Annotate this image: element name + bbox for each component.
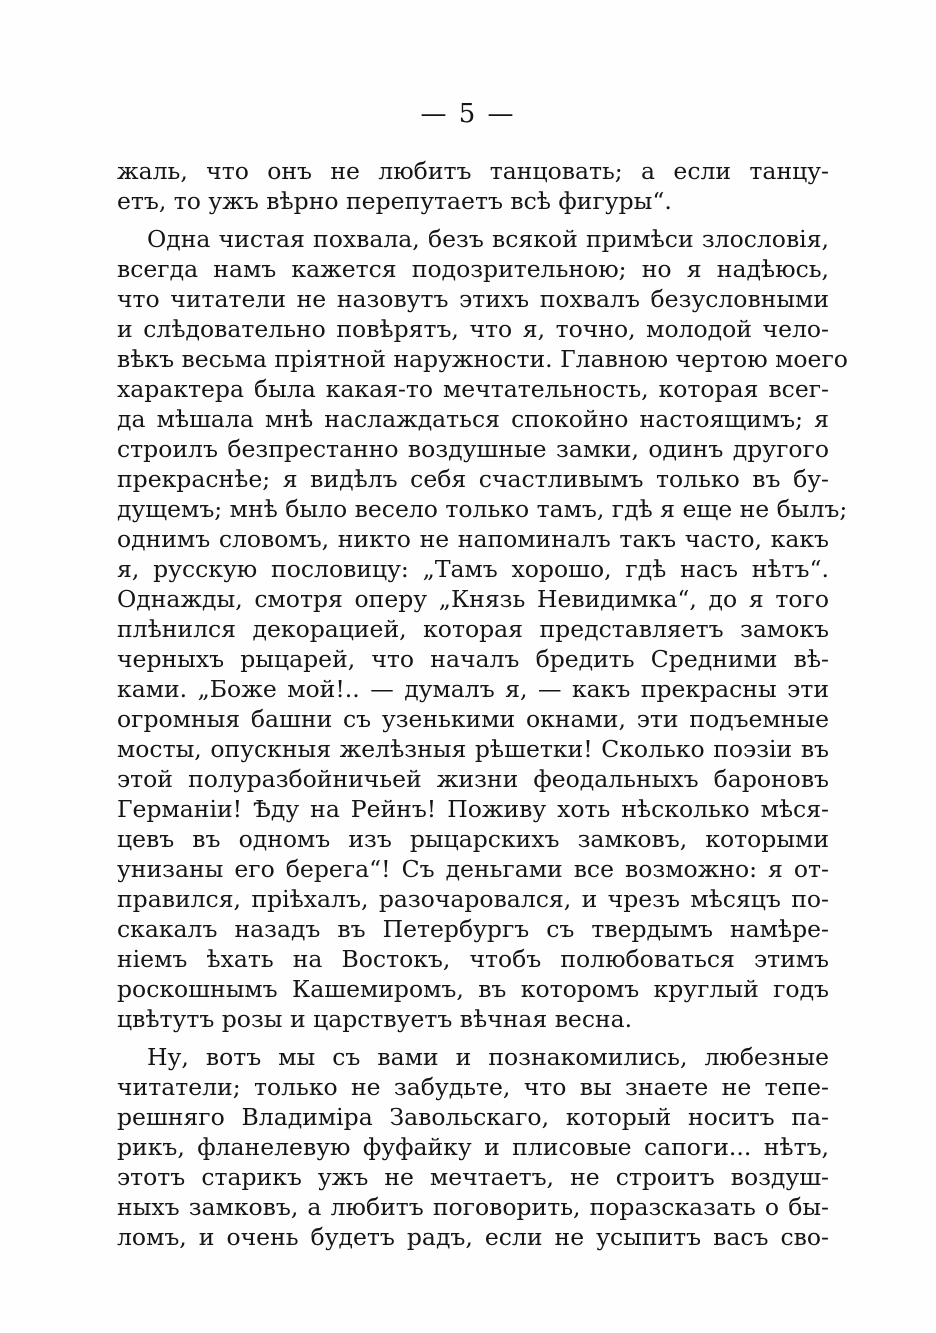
text-line: ніемъ ѣхать на Востокъ, чтобъ полюбоваться этимъ (117, 945, 829, 973)
text-line: рикъ, фланелевую фуфайку и плисовые сапоги... нѣтъ, (117, 1133, 829, 1161)
text-line: Германіи! Ѣду на Рейнъ! Поживу хоть нѣсколько мѣся- (117, 795, 829, 823)
text-line: етъ, то ужъ вѣрно перепутаетъ всѣ фигуры“. (117, 187, 672, 215)
text-line: и слѣдовательно повѣрятъ, что я, точно, молодой чело- (117, 315, 829, 343)
text-line: унизаны его берега“! Съ деньгами все возможно: я от- (117, 855, 829, 883)
text-line: черныхъ рыцарей, что началъ бредить Средними вѣ- (117, 645, 829, 673)
text-line: читатели; только не забудьте, что вы знаете не тепе- (117, 1073, 829, 1101)
paragraph (117, 156, 829, 216)
text-line: ныхъ замковъ, а любитъ поговорить, поразсказать о бы- (117, 1193, 829, 1221)
text-line: строилъ безпрестанно воздушные замки, одинъ другого (117, 435, 829, 463)
text-line: жаль, что онъ не любитъ танцовать; а если танцу- (117, 157, 829, 185)
text-line: ломъ, и очень будетъ радъ, если не усыпитъ васъ сво- (117, 1223, 829, 1251)
text-line: я, русскую пословицу: „Тамъ хорошо, гдѣ насъ нѣтъ“. (117, 555, 829, 583)
text-line: всегда намъ кажется подозрительною; но я надѣюсь, (117, 255, 829, 283)
text-line: Однажды, смотря оперу „Князь Невидимка“, до я того (117, 585, 829, 613)
text-line: да мѣшала мнѣ наслаждаться спокойно настоящимъ; я (117, 405, 829, 433)
paragraph (117, 224, 848, 1034)
paragraph (117, 1042, 829, 1252)
text-line: ками. „Боже мой!.. — думалъ я, — какъ прекрасны эти (117, 675, 829, 703)
text-line: решняго Владиміра Завольскаго, который носитъ па- (117, 1103, 829, 1131)
page-number: — 5 — (420, 99, 516, 129)
text-line: этой полуразбойничьей жизни феодальныхъ бароновъ (117, 765, 829, 793)
text-line: мосты, опускныя желѣзныя рѣшетки! Сколько поэзіи въ (117, 735, 829, 763)
paragraph-gap (117, 1034, 829, 1042)
paragraph-gap (117, 216, 829, 224)
text-line: вѣкъ весьма пріятной наружности. Главною чертою моего (117, 345, 848, 373)
text-line: что читатели не назовутъ этихъ похвалъ безусловными (117, 285, 829, 313)
text-line: Одна чистая похвала, безъ всякой примѣси злословія, (147, 225, 829, 253)
text-line: дущемъ; мнѣ было весело только тамъ, гдѣ я еще не былъ; (117, 495, 848, 523)
text-line: цевъ въ одномъ изъ рыцарскихъ замковъ, которыми (117, 825, 829, 853)
text-line: скакалъ назадъ въ Петербургъ съ твердымъ намѣре- (117, 915, 829, 943)
text-line: характера была какая-то мечтательность, которая всег- (117, 375, 829, 403)
text-line: однимъ словомъ, никто не напоминалъ такъ часто, какъ (117, 525, 829, 553)
text-line: цвѣтутъ розы и царствуетъ вѣчная весна. (117, 1005, 633, 1033)
text-line: плѣнился декорацией, которая представляетъ замокъ (117, 615, 829, 643)
text-line: роскошнымъ Кашемиромъ, въ которомъ круглый годъ (117, 975, 829, 1003)
body-text (117, 156, 848, 1252)
text-line: Ну, вотъ мы съ вами и познакомились, любезные (147, 1043, 829, 1071)
text-line: этотъ старикъ ужъ не мечтаетъ, не строитъ воздуш- (117, 1163, 829, 1191)
text-line: прекраснѣе; я видѣлъ себя счастливымъ только въ бу- (117, 465, 829, 493)
text-line: правился, пріѣхалъ, разочаровался, и чрезъ мѣсяцъ по- (117, 885, 829, 913)
text-line: огромныя башни съ узенькими окнами, эти подъемные (117, 705, 829, 733)
